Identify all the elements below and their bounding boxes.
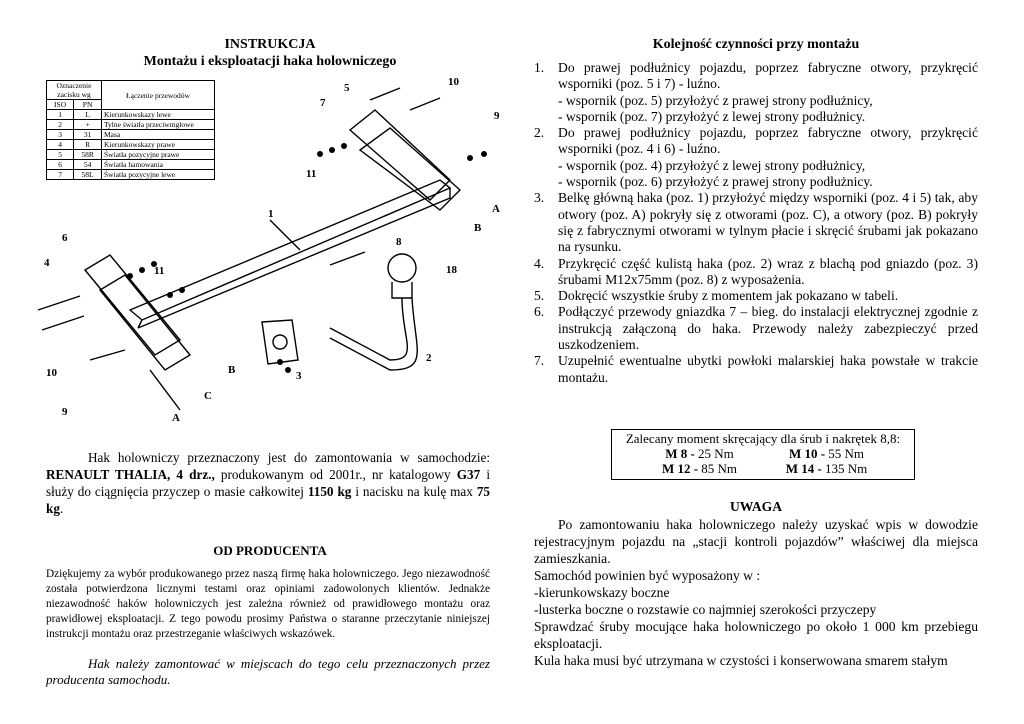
diagram-label: 1	[268, 208, 274, 220]
pn-cell: 54	[74, 160, 102, 170]
torque-title: Zalecany moment skręcający dla śrub i nakrętek 8,8:	[625, 431, 901, 446]
step-body	[558, 256, 978, 289]
warning-line: Sprawdzać śruby mocujące haka holowniczego po około 1 000 km przebiegu eksploatacji.	[534, 619, 978, 651]
step-line: - wspornik (poz. 4) przyłożyć z lewej strony podłużnicy,	[558, 157, 866, 173]
steps-title: Kolejność czynności przy montażu	[652, 37, 860, 52]
connection-cell: Kierunkowskazy prawe	[102, 140, 215, 150]
diagram-label: 7	[320, 97, 326, 109]
diagram-label: A	[492, 203, 500, 215]
diagram-label: 11	[306, 168, 317, 180]
diagram-label: 10	[448, 76, 459, 88]
step-line: Dokręcić wszystkie śruby z momentem jak pokazano w tabeli.	[558, 288, 899, 304]
application-description: Hak holowniczy przeznaczony jest do zamontowania w samochodzie: RENAULT THALIA, 4 drz., produkowanym od 2001r., nr katalogowy G37 i służy do ciągnięcia przyczep o masie całkowitej 1150 kg i nacisku na kulę max 75 kg.	[46, 450, 490, 516]
step-body	[558, 304, 978, 353]
producer-heading: OD PRODUCENTA	[213, 543, 327, 558]
table-header-marking: Oznaczenie zacisku wg	[47, 81, 102, 100]
step-body	[558, 288, 978, 304]
step-line: - wspornik (poz. 7) przyłożyć z lewej strony podłużnicy.	[558, 108, 866, 124]
diagram-label: 6	[62, 232, 68, 244]
diagram-label: 5	[344, 82, 350, 94]
step-body	[558, 190, 978, 255]
diagram-label: B	[474, 222, 482, 234]
torque-m10: M 10 - 55 Nm	[788, 446, 865, 461]
step-number: 5.	[534, 288, 545, 304]
torque-table	[611, 429, 915, 480]
iso-cell: 3	[47, 130, 74, 140]
step-line: Uzupełnić ewentualne ubytki powłoki malarskiej haka powstałe w trakcie montażu.	[558, 353, 978, 385]
step-body	[558, 353, 978, 386]
connection-cell: Masa	[102, 130, 215, 140]
diagram-label: 3	[296, 370, 302, 382]
diagram-label: C	[204, 390, 212, 402]
step-body	[558, 60, 978, 125]
assembly-steps	[534, 60, 978, 386]
italic-note: Hak należy zamontować w miejscach do tego celu przeznaczonych przez producenta samochodu.	[46, 656, 490, 687]
step-item	[534, 125, 978, 190]
step-line: Do prawej podłużnicy pojazdu, poprzez fabryczne otwory, przykręcić wsporniki (poz. 5 i 7) - luźno.	[558, 60, 978, 92]
step-number: 7.	[534, 353, 545, 369]
diagram-label: 10	[46, 367, 57, 379]
iso-cell: 1	[47, 110, 74, 120]
instruction-title: INSTRUKCJA Montażu i eksploatacji haka holowniczego	[143, 37, 397, 69]
torque-m14: M 14 - 135 Nm	[785, 461, 868, 476]
step-item	[534, 60, 978, 125]
connection-cell: Tylne światła przeciwmgłowe	[102, 120, 215, 130]
iso-cell: 5	[47, 150, 74, 160]
pn-cell: R	[74, 140, 102, 150]
step-number: 1.	[534, 60, 545, 75]
step-line: Belkę główną haka (poz. 1) przyłożyć między wsporniki (poz. 4 i 5) tak, aby otwory (poz. A) pokryły się z otworami (poz. C), a otwory (poz. B) pokryły się z fabrycznymi otworami w tylnym płacie i skręcić śrubami jak pokazano na rysunku.	[558, 190, 978, 255]
warning-text	[534, 516, 978, 669]
warning-line: Kula haka musi być utrzymana w czystości i konserwowana smarem stałym	[534, 653, 948, 668]
diagram-label: B	[228, 364, 236, 376]
producer-text: Dziękujemy za wybór produkowanego przez naszą firmę haka holowniczego. Jego niezawodność została potwierdzona licznymi testami oraz opiniami zadowolonych klientów. Jednakże niezawodność haków holowniczych jest zależna również od prawidłowego montażu oraz prawidłowej eksploatacji. Z tego powodu prosimy Państwa o staranne przeczytanie niniejszej instrukcji montażu oraz przestrzeganie właściwych wskazówek.	[46, 568, 490, 640]
warning-line: -lusterka boczne o rozstawie co najmniej szerokości przyczepy	[534, 602, 877, 617]
warning-heading: UWAGA	[729, 499, 783, 514]
warning-line: Samochód powinien być wyposażony w :	[534, 568, 761, 583]
step-line: Podłączyć przewody gniazdka 7 – bieg. do instalacji elektrycznej zgodnie z instrukcją załączoną do haka. Przewody należy zabezpieczyć przed uszkodzeniem.	[558, 304, 978, 353]
pn-cell: +	[74, 120, 102, 130]
diagram-label: 8	[396, 236, 402, 248]
pn-cell: 58R	[74, 150, 102, 160]
table-header-connection: Łączenie przewodów	[102, 81, 215, 110]
step-body	[558, 125, 978, 190]
diagram-label: 18	[446, 264, 457, 276]
iso-cell: 2	[47, 120, 74, 130]
table-header-pn: PN	[74, 100, 102, 110]
diagram-label: A	[172, 412, 180, 424]
diagram-label: 11	[154, 265, 165, 277]
step-number: 3.	[534, 190, 545, 206]
step-number: 2.	[534, 125, 545, 141]
step-line: Do prawej podłużnicy pojazdu, poprzez fabryczne otwory, przykręcić wsporniki (poz. 4 i 6) - luźno.	[558, 125, 978, 157]
pn-cell: L	[74, 110, 102, 120]
diagram-label: 2	[426, 352, 432, 364]
connection-cell: Światła hamowania	[102, 160, 215, 170]
step-item	[534, 304, 978, 353]
warning-line: Po zamontowaniu haka holowniczego należy uzyskać wpis w dowodzie rejestracyjnym pojazdu na „stacji kontroli pojazdów” właściwej dla miejsca zamieszkania.	[534, 517, 978, 566]
step-line: - wspornik (poz. 6) przyłożyć z prawej strony podłużnicy.	[558, 174, 873, 190]
diagram-label: 9	[62, 406, 68, 418]
step-number: 4.	[534, 255, 545, 271]
connection-cell: Światła pozycyjne prawe	[102, 150, 215, 160]
diagram-label: 4	[44, 257, 50, 269]
iso-cell: 7	[47, 170, 74, 180]
step-line: - wspornik (poz. 5) przyłożyć z prawej strony podłużnicy,	[558, 92, 873, 108]
iso-cell: 6	[47, 160, 74, 170]
iso-cell: 4	[47, 140, 74, 150]
torque-m12: M 12 - 85 Nm	[661, 461, 738, 476]
step-number: 6.	[534, 304, 545, 320]
step-item	[534, 353, 978, 386]
connection-cell: Kierunkowskazy lewe	[102, 110, 215, 120]
connection-cell: Światła pozycyjne lewe	[102, 170, 215, 180]
torque-m8: M 8 - 25 Nm	[665, 446, 734, 461]
step-line: Przykręcić część kulistą haka (poz. 2) wraz z blachą pod gniazdo (poz. 3) śrubami M12x75mm (poz. 8) z wyposażenia.	[558, 255, 978, 287]
step-item	[534, 256, 978, 289]
table-header-iso: ISO	[47, 100, 74, 110]
diagram-label: 9	[494, 110, 500, 122]
step-item	[534, 190, 978, 255]
pn-cell: 58L	[74, 170, 102, 180]
warning-line: -kierunkowskazy boczne	[534, 585, 670, 600]
towbar-exploded-diagram	[30, 70, 510, 430]
step-item	[534, 288, 978, 304]
pn-cell: 31	[74, 130, 102, 140]
